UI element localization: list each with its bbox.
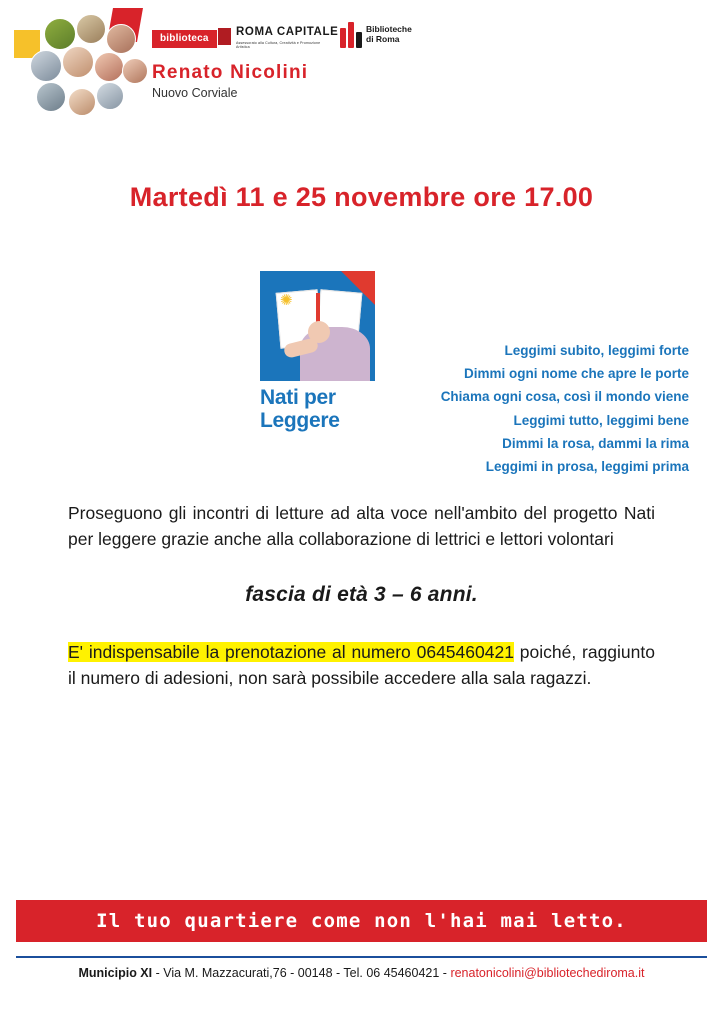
booking-phone-number: 0645460421 [416, 641, 514, 662]
roma-capitale-title: ROMA CAPITALE [236, 26, 339, 38]
age-range-line: fascia di età 3 – 6 anni. [245, 582, 478, 606]
booking-highlight-text: E' indispensabile la prenotazione al numero [68, 641, 417, 662]
footer-contact-line [0, 966, 723, 980]
poem-line: Dimmi la rosa, dammi la rima [502, 435, 689, 451]
collage-photo [106, 24, 136, 54]
butterfly-icon: ✺ [280, 292, 293, 309]
photo-fan [22, 12, 154, 132]
library-name: Renato Nicolini [152, 62, 309, 83]
roma-capitale-subtitle: Assessorato alla Cultura, Creatività e Promozione Artistica [236, 40, 321, 50]
collage-photo [122, 58, 148, 84]
biblioteche-di-roma-logo [340, 22, 412, 48]
intro-paragraph: Proseguono gli incontri di letture ad alta voce nell'ambito del progetto Nati per leggere grazie anche alla collaborazione di lettrici e lettori volontari [68, 503, 655, 549]
poem-line: Leggimi tutto, leggimi bene [513, 412, 689, 428]
poem-block [441, 339, 689, 478]
collage-photo [62, 46, 94, 78]
collage-photo [30, 50, 62, 82]
page-header [0, 0, 723, 140]
booking-paragraph [68, 639, 655, 692]
npl-logo-line1: Nati per [260, 386, 336, 409]
library-branch: Nuovo Corviale [152, 86, 238, 100]
books-icon [340, 22, 362, 48]
collage-photo [94, 52, 124, 82]
poem-line: Dimmi ogni nome che apre le porte [463, 366, 689, 382]
nati-per-leggere-illustration [260, 271, 375, 381]
footer-email-link[interactable]: renatonicolini@bibliotechediroma.it [450, 966, 645, 980]
collage-photo [68, 88, 96, 116]
npl-logo-line2: Leggere [260, 408, 340, 432]
biblioteche-di-roma-line1: Biblioteche [366, 24, 412, 35]
collage-photo [76, 14, 106, 44]
slogan-band [16, 900, 707, 942]
slogan-text: Il tuo quartiere come non l'hai mai letto. [96, 910, 627, 932]
collage-photo [96, 82, 124, 110]
booking-rest-text: poiché, raggiunto il numero di adesioni, non sarà possibile accedere alla sala ragazzi. [68, 641, 655, 689]
biblioteca-tag: biblioteca [152, 30, 217, 48]
collage-photo [36, 82, 66, 112]
footer-divider [16, 956, 707, 958]
logo-and-poem-block [0, 271, 723, 501]
nati-per-leggere-logo [260, 271, 375, 432]
roma-capitale-icon [218, 28, 231, 45]
poem-line: Chiama ogni cosa, così il mondo viene [440, 389, 689, 405]
poem-line: Leggimi subito, leggimi forte [504, 343, 689, 358]
poem-line: Leggimi in prosa, leggimi prima [485, 459, 689, 475]
roma-capitale-logo [218, 26, 338, 50]
library-photo-collage [14, 8, 154, 130]
footer-address: - Via M. Mazzacurati,76 - 00148 - Tel. 06 45460421 - [152, 966, 451, 980]
event-date-line: Martedì 11 e 25 novembre ore 17.00 [129, 182, 594, 212]
collage-photo [44, 18, 76, 50]
biblioteche-di-roma-line2: di Roma [366, 34, 400, 44]
footer-municipio: Municipio XI [78, 966, 153, 980]
